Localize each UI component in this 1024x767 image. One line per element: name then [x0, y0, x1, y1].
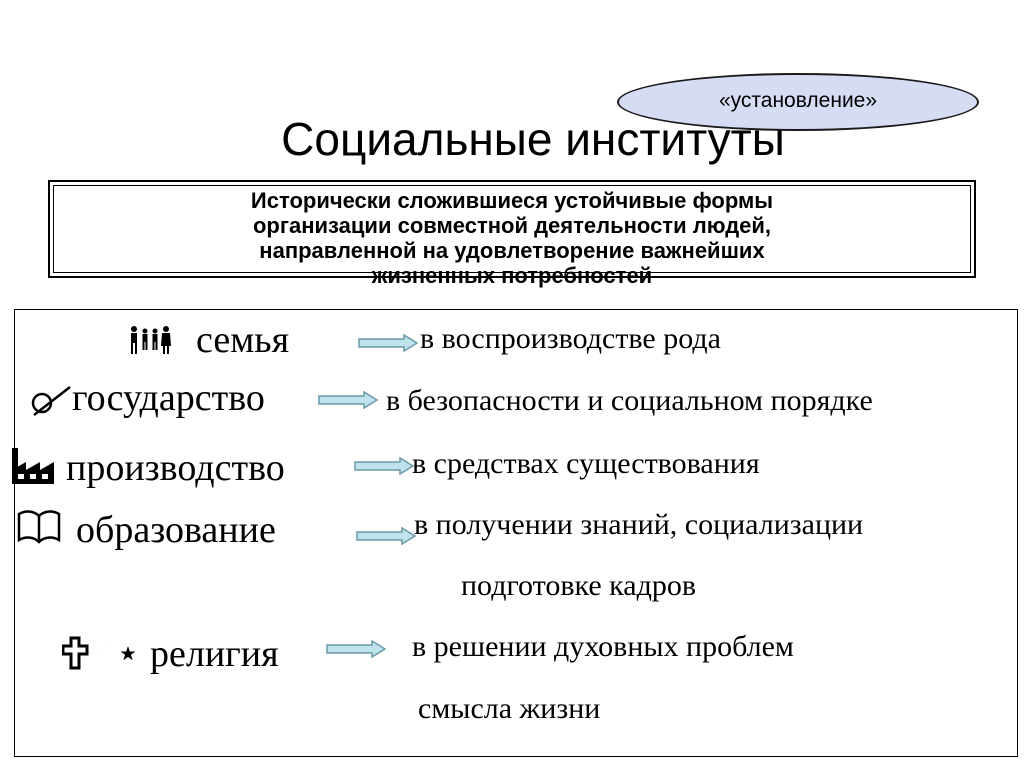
religion-icon	[62, 636, 144, 672]
institution-result: подготовке кадров	[461, 569, 697, 602]
arrow-icon	[356, 527, 416, 545]
page-title: Социальные институты	[281, 113, 785, 165]
definition-line: Исторически сложившиеся устойчивые формы	[250, 188, 774, 213]
institution-result: в воспроизводстве рода	[420, 322, 721, 355]
definition-line: организации совместной деятельности людей,	[252, 213, 772, 238]
institution-name-state: государство	[72, 377, 265, 419]
arrow-icon	[326, 640, 386, 658]
institution-name-education: образование	[76, 509, 276, 551]
family-icon	[128, 324, 172, 356]
institution-result: в решении духовных проблем	[412, 630, 794, 663]
arrow-icon	[318, 391, 378, 409]
arrow-icon	[358, 334, 418, 352]
callout-text: «установление»	[718, 89, 878, 112]
definition-line: жизненных потребностей	[371, 263, 653, 288]
institution-result: в средствах существования	[412, 447, 760, 480]
institution-result: в безопасности и социальном порядке	[386, 384, 873, 417]
institution-name-religion: религия	[150, 633, 279, 675]
state-icon	[30, 385, 72, 417]
definition-line: направленной на удовлетворение важнейших	[259, 238, 765, 263]
factory-icon	[10, 446, 60, 486]
institution-name-production: производство	[66, 447, 285, 489]
book-icon	[16, 508, 62, 544]
institution-result: в получении знаний, социализации	[414, 508, 864, 541]
arrow-icon	[354, 457, 414, 475]
institution-result: смысла жизни	[418, 692, 601, 725]
institution-name-family: семья	[196, 319, 290, 361]
definition-text	[48, 188, 976, 288]
